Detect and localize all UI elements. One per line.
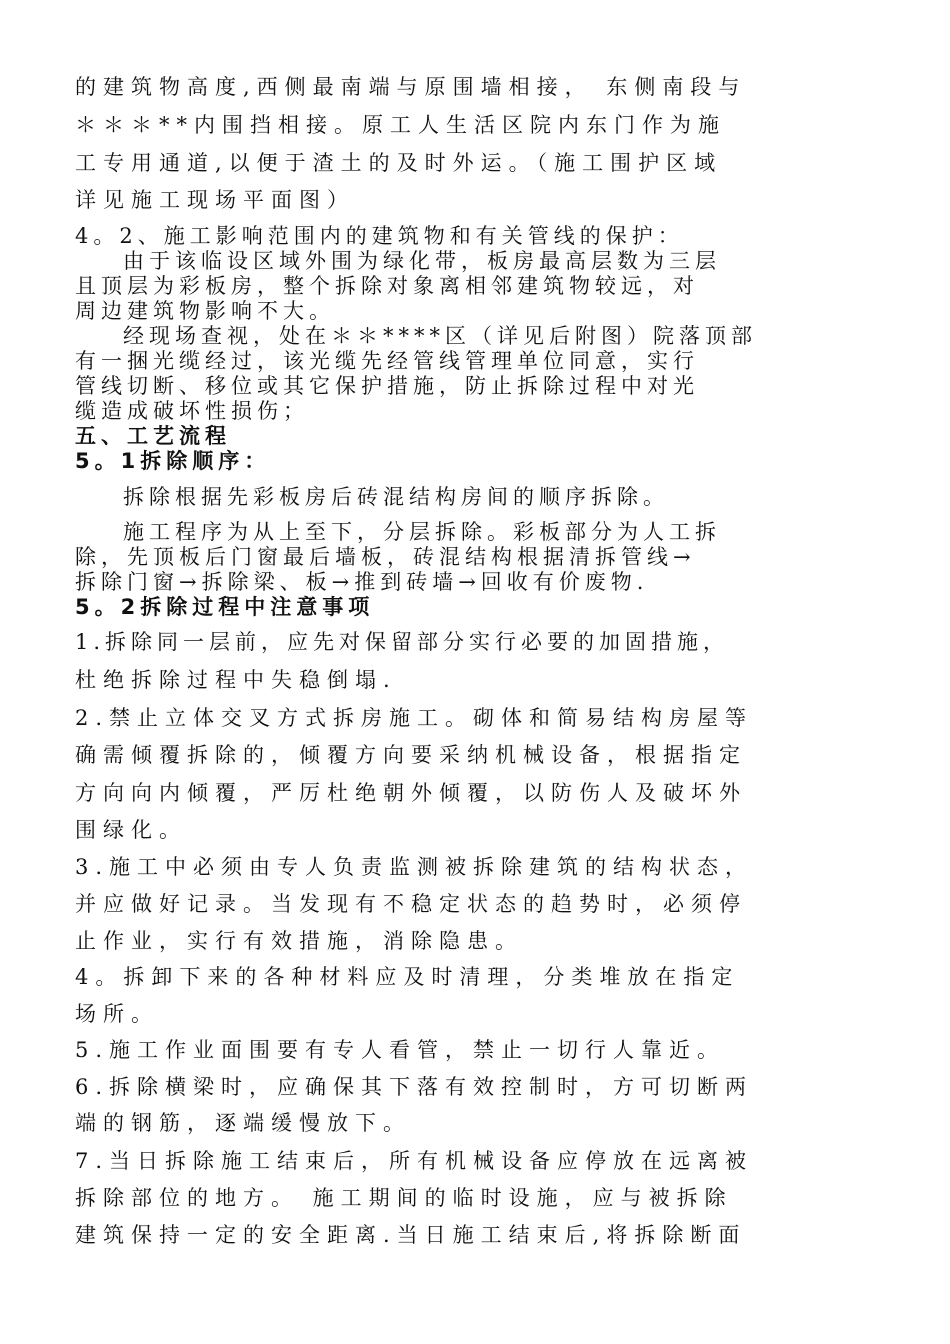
text-line: 详见施工现场平面图） xyxy=(75,188,355,212)
text-line: 施工程序为从上至下，分层拆除。彩板部分为人工拆 xyxy=(123,520,721,544)
text-line: 1.拆除同一层前，应先对保留部分实行必要的加固措施， xyxy=(75,630,730,654)
text-line: 除，先顶板后门窗最后墙板，砖混结构根据清拆管线→ xyxy=(75,545,696,569)
text-line: 端的钢筋，逐端缓慢放下。 xyxy=(75,1111,411,1135)
text-line: 建筑保持一定的安全距离.当日施工结束后,将拆除断面 xyxy=(75,1223,747,1247)
text-line: 的建筑物高度,西侧最南端与原围墙相接， 东侧南段与 xyxy=(75,75,747,99)
text-line: 7.当日拆除施工结束后，所有机械设备应停放在远离被 xyxy=(75,1149,754,1173)
text-line: 工专用通道,以便于渣土的及时外运。（施工围护区域 xyxy=(75,151,723,175)
text-line: 围绿化。 xyxy=(75,818,187,842)
text-line: 5.施工作业面围要有专人看管，禁止一切行人靠近。 xyxy=(75,1038,726,1062)
text-line: 周边建筑物影响不大。 xyxy=(75,299,335,323)
text-line: 有一捆光缆经过，该光缆先经管线管理单位同意，实行 xyxy=(75,349,699,373)
text-line: 拆除部位的地方。 施工期间的临时设施，应与被拆除 xyxy=(75,1186,733,1210)
text-line: 2.禁止立体交叉方式拆房施工。砌体和简易结构房屋等 xyxy=(75,706,754,730)
text-line: 止作业，实行有效措施，消除隐患。 xyxy=(75,929,523,953)
text-line: 方向向内倾覆，严厉杜绝朝外倾覆，以防伤人及破坏外 xyxy=(75,781,747,805)
text-line: 并应做好记录。当发现有不稳定状态的趋势时，必须停 xyxy=(75,892,747,916)
section-heading: 五、工艺流程 xyxy=(75,424,231,448)
subsection-heading: 5。1拆除顺序： xyxy=(75,449,271,473)
text-line: 杜绝拆除过程中失稳倒塌. xyxy=(75,668,397,692)
text-line: 3.施工中必须由专人负责监测被拆除建筑的结构状态， xyxy=(75,855,754,879)
text-line: 缆造成破坏性损伤； xyxy=(75,399,309,423)
text-line: ＊＊＊**内围挡相接。原工人生活区院内东门作为施 xyxy=(75,113,726,137)
text-line: 6.拆除横梁时，应确保其下落有效控制时，方可切断两 xyxy=(75,1075,754,1099)
text-line: 4。拆卸下来的各种材料应及时清理，分类堆放在指定 xyxy=(75,965,740,989)
text-line: 且顶层为彩板房，整个拆除对象离相邻建筑物较远，对 xyxy=(75,274,699,298)
text-line: 由于该临设区域外围为绿化带，板房最高层数为三层 xyxy=(123,249,721,273)
text-line: 经现场查视，处在＊＊****区（详见后附图）院落顶部 xyxy=(123,324,757,348)
text-line: 确需倾覆拆除的，倾覆方向要采纳机械设备，根据指定 xyxy=(75,743,747,767)
text-line: 拆除根据先彩板房后砖混结构房间的顺序拆除。 xyxy=(123,485,669,509)
text-line: 拆除门窗→拆除梁、板→推到砖墙→回收有价废物. xyxy=(75,570,649,594)
text-line: 4。2、施工影响范围内的建筑物和有关管线的保护： xyxy=(75,224,684,248)
text-line: 管线切断、移位或其它保护措施，防止拆除过程中对光 xyxy=(75,374,699,398)
text-line: 场所。 xyxy=(75,1002,159,1026)
subsection-heading: 5。2拆除过程中注意事项 xyxy=(75,595,375,619)
